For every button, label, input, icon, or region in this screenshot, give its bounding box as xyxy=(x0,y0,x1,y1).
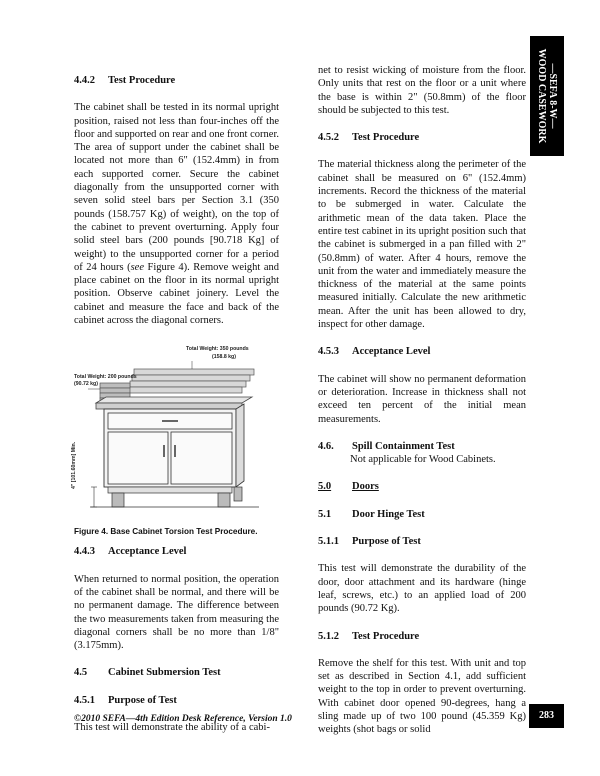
paragraph-4-4-3: When returned to normal position, the operation of the cabinet shall be normal, and there will be no permanent damage. The difference between the two measurements taken from measuring the diagonal corners shall be no more than 1/8" (3.175mm). xyxy=(74,573,279,652)
heading-4-5: 4.5 Cabinet Submersion Test xyxy=(74,667,221,679)
heading-4-6: 4.6. Spill Containment Test xyxy=(318,440,455,452)
side-tab-text xyxy=(536,49,558,144)
section-side-tab xyxy=(530,36,564,156)
heading-4-5-2: 4.5.2 Test Procedure xyxy=(318,132,420,144)
paragraph-4-5-3: The cabinet will show no permanent deformation or deterioration. Increase in thickness shall not exceed ten percent of the initial mean measurements. xyxy=(318,373,526,425)
side-tab-line2: WOOD CASEWORK xyxy=(536,48,547,144)
right-column xyxy=(318,64,526,737)
paragraph-4-4-2: The cabinet shall be tested in its normal upright position, raised not less than four-inches off the floor and supported on rear and one front corner. The area of support under the cabinet shall be located not more than 6" (152.4mm) in from each supported corner. Secure the cabinet diagonally from the unsupported corner with seven solid steel bars per Section 3.1 (350 pounds (158.757 Kg) of weight), on the top of the cabinet to prevent overturning. Apply four solid steel bars (200 pounds [90.718 Kg] of weight) to the unsupported corner for a period of 24 hours (see Figure 4). Remove weight and place cabinet on the floor in its normal upright position. Observe cabinet joinery. Level the cabinet and measure the face and back of the cabinet across the diagonal corners. xyxy=(74,102,280,327)
paragraph-4-6: Not applicable for Wood Cabinets. xyxy=(350,454,496,466)
figure-label-top-weight: Total Weight: 350 pounds xyxy=(186,346,249,353)
left-column xyxy=(71,64,280,734)
paragraph-4-5-2: The material thickness along the perimeter of the cabinet shall be measured on 6" (152.4mm) increments. Record the thickness of the material to be submerged in water. Calculate the arithmetic mean of the data taken. Place the entire test cabinet in its upright position such that the cabinet is submerged in a pan filled with 2" (50.8mm) of water. After 4 hours, remove the unit from the water and immediately measure the thickness of the material at the same points measured initially. Calculate the new arithmetic mean. After the unit has been allowed to dry, inspect for other damage. xyxy=(318,159,526,331)
paragraph-4-5-1: This test will demonstrate the ability of a cabi- xyxy=(74,722,270,734)
paragraph-5-1-1: This test will demonstrate the durability of the door, door attachment and its hardware (hinge leaf, screws, etc.) to an applied load of 200 pounds (90.72 Kg). xyxy=(318,563,526,615)
figure-label-top-weight-kg: (158.8 kg) xyxy=(212,354,236,361)
page-footer: ©2010 SEFA—4th Edition Desk Reference, Version 1.0 xyxy=(74,714,292,724)
page-number: 283 xyxy=(529,704,564,728)
heading-5-1-1: 5.1.1 Purpose of Test xyxy=(318,536,421,548)
heading-5-0: 5.0 Doors xyxy=(318,481,379,493)
figure-caption: Figure 4. Base Cabinet Torsion Test Procedure. xyxy=(74,527,258,537)
cabinet-torsion-illustration xyxy=(74,341,279,521)
heading-4-5-3: 4.5.3 Acceptance Level xyxy=(318,346,431,358)
figure-label-min-height: 4" [101.60mm] Min. xyxy=(71,442,77,490)
paragraph-5-1-2: Remove the shelf for this test. With unit and top set as described in Section 4.1, add sufficient weight to the top in order to prevent overturning. With cabinet door opened 90-degrees, hang a sling made up of two 100 pound (45.359 Kg) weights (shot bags or solid xyxy=(318,657,526,736)
figure-4-torsion-test xyxy=(71,341,279,537)
side-tab-line1: —SEFA 8-W— xyxy=(547,63,558,129)
figure-label-corner-weight: Total Weight: 200 pounds xyxy=(74,374,137,381)
heading-5-1: 5.1 Door Hinge Test xyxy=(318,508,425,520)
paragraph-4-5-1-continued: net to resist wicking of moisture from the floor. Only units that rest on the floor or a unit where the base is within 2" (50.8mm) of the floor should be subjected to this test. xyxy=(318,65,526,116)
heading-5-1-2: 5.1.2 Test Procedure xyxy=(318,630,420,642)
heading-4-4-2: 4.4.2 Test Procedure xyxy=(74,75,176,86)
heading-4-5-1: 4.5.1 Purpose of Test xyxy=(74,694,177,706)
heading-4-4-3: 4.4.3 Acceptance Level xyxy=(74,546,187,558)
figure-label-corner-weight-kg: (90.72 kg) xyxy=(74,381,98,388)
